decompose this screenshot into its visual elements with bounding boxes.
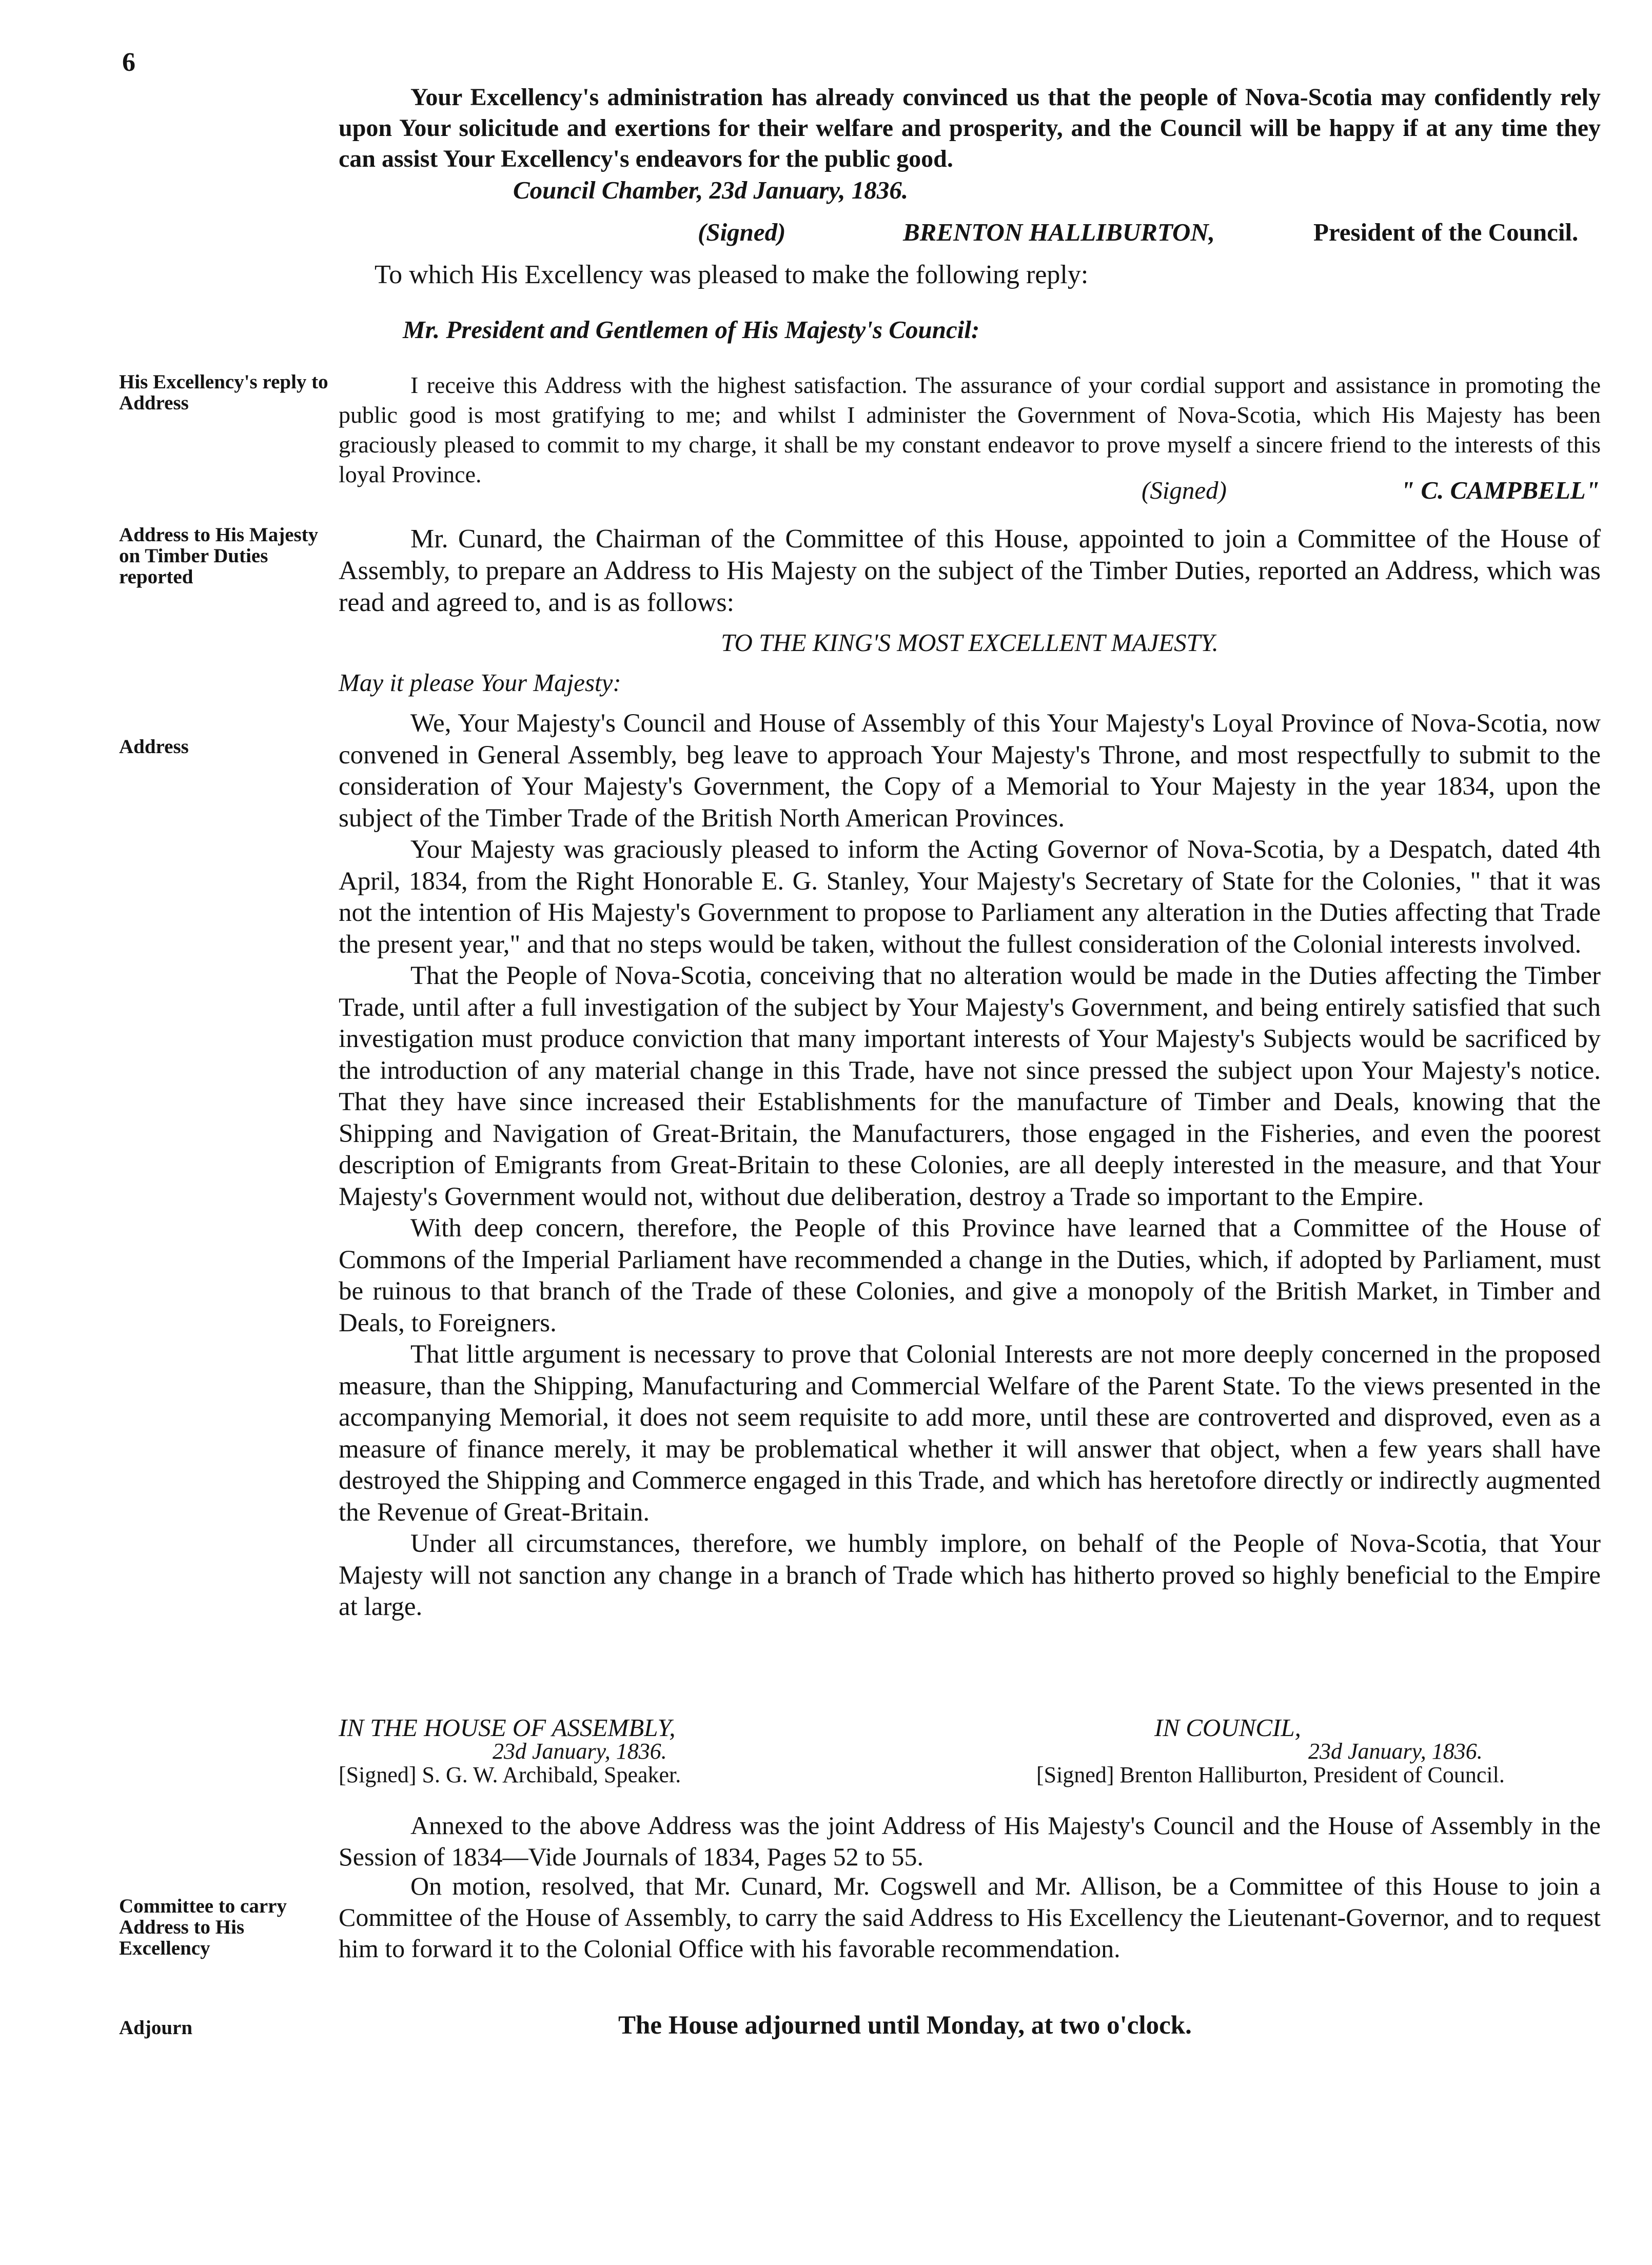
address-paragraph: Your Majesty was graciously pleased to inform the Acting Governor of Nova-Scotia, by a Despatch, dated 4th April, 1834, from the Right Honorable E. G. Stanley, Your Majesty's Secretary of State for the Colonies, " that it was not the intention of His Majesty's Government to propose to Parliament any alteration in the Duties affecting that Trade the present year," and that no steps would be taken, without the fullest consideration of the Colonial interests involved. [339, 835, 1601, 959]
reply-intro: To which His Excellency was pleased to make the following reply: [375, 260, 1089, 289]
council-signed-title: President of the Council. [1313, 218, 1579, 246]
council-reply-intro: Your Excellency's administration has already convinced us that the people of Nova-Scotia may confidently rely upon Your solicitude and exertions for their welfare and prosperity, and the Council will be happy if at any time they can assist Your Excellency's endeavors for the public good. [339, 84, 1601, 172]
reply-signed-name: " C. CAMPBELL" [1401, 476, 1600, 504]
reply-body: I receive this Address with the highest satisfaction. The assurance of your cordial support and assistance in promoting the public good is most gratifying to me; and whilst I administer the Government of Nova-Scotia, which His Majesty has been graciously pleased to commit to my charge, it shall be my constant endeavor to prove myself a sincere friend to the interests of this loyal Province. [339, 372, 1601, 487]
assembly-head: IN THE HOUSE OF ASSEMBLY, [339, 1713, 676, 1742]
address-paragraph: That the People of Nova-Scotia, conceiving that no alteration would be made in the Duties affecting the Timber Trade, until after a full investigation of the subject by Your Majesty's Government, and being entirely satisfied that such investigation must produce conviction that many important interests of Your Majesty's Subjects would be sacrificed by the introduction of any material change in this Trade, have not since pressed the subject upon Your Majesty's notice. That they have since increased their Establishments for the manufacture of Timber and Deals, knowing that the Shipping and Navigation of Great-Britain, the Manufacturers, those engaged in the Fisheries, and even the poorest description of Emigrants from Great-Britain to these Colonies, are all deeply interested in the measure, and that Your Majesty's Government would not, without due deliberation, destroy a Trade so important to the Empire. [339, 961, 1601, 1211]
margin-note-adjourn: Adjourn [119, 2017, 193, 2039]
council-dateline: Council Chamber, 23d January, 1836. [513, 176, 909, 204]
address-heading: TO THE KING'S MOST EXCELLENT MAJESTY. [721, 628, 1218, 657]
address-salutation: May it please Your Majesty: [339, 668, 621, 697]
council-signed-label: (Signed) [698, 218, 786, 246]
council-date: 23d January, 1836. [1308, 1739, 1483, 1764]
address-paragraph: That little argument is necessary to prove that Colonial Interests are not more deeply concerned in the proposed measure, than the Shipping, Manufacturing and Commercial Welfare of the Parent State. To the views presented in the accompanying Memorial, it does not seem requisite to add more, until these are controverted and disproved, even as a measure of finance merely, it may be problematical whether it will answer that object, when a few years shall have destroyed the Shipping and Commerce engaged in this Trade, and which has heretofore directly or indirectly augmented the Revenue of Great-Britain. [339, 1340, 1601, 1527]
address-paragraph: Under all circumstances, therefore, we humbly implore, on behalf of the People of Nova-Scotia, that Your Majesty will not sanction any change in a branch of Trade which has hitherto proved so highly beneficial to the Empire at large. [339, 1529, 1601, 1621]
timber-report: Mr. Cunard, the Chairman of the Committee of this House, appointed to join a Committee of the House of Assembly, to prepare an Address to His Majesty on the subject of the Timber Duties, reported an Address, which was read and agreed to, and is as follows: [339, 524, 1601, 617]
margin-note-address: Address [119, 736, 189, 758]
page-number: 6 [122, 48, 135, 77]
address-body [339, 708, 1601, 1623]
address-paragraph: With deep concern, therefore, the People of this Province have learned that a Committee of the House of Commons of the Imperial Parliament have recommended a change in the Duties, which, if adopted by Parliament, must be ruinous to that branch of the Trade of these Colonies, and give a monopoly of the British Market, in Timber and Deals, to Foreigners. [339, 1214, 1601, 1337]
council-signed-name: BRENTON HALLIBURTON, [903, 218, 1215, 246]
reply-signed-label: (Signed) [1142, 476, 1227, 504]
assembly-date: 23d January, 1836. [493, 1739, 667, 1764]
reply-salutation: Mr. President and Gentlemen of His Majesty's Council: [403, 316, 980, 344]
council-signed: [Signed] Brenton Halliburton, President of Council. [1036, 1762, 1505, 1787]
council-head: IN COUNCIL, [1154, 1713, 1301, 1742]
council-signature-right [1036, 1713, 1505, 1787]
margin-note-timber: Address to His Majesty on Timber Duties reported [119, 524, 319, 588]
margin-note-committee: Committee to carry Address to His Excellency [119, 1895, 287, 1959]
committee-motion: On motion, resolved, that Mr. Cunard, Mr. Cogswell and Mr. Allison, be a Committee of this House to join a Committee of the House of Assembly, to carry the said Address to His Excellency the Lieutenant-Governor, and to request him to forward it to the Colonial Office with his favorable recommendation. [339, 1872, 1601, 1963]
assembly-signature-left [339, 1713, 681, 1787]
margin-note-reply: His Excellency's reply to Address [119, 371, 328, 414]
annexed-note: Annexed to the above Address was the joint Address of His Majesty's Council and the House of Assembly in the Session of 1834—Vide Journals of 1834, Pages 52 to 55. [339, 1811, 1601, 1871]
adjourn-text: The House adjourned until Monday, at two o'clock. [618, 2011, 1192, 2040]
address-paragraph: We, Your Majesty's Council and House of Assembly of this Your Majesty's Loyal Province of Nova-Scotia, now convened in General Assembly, beg leave to approach Your Majesty's Throne, and most respectfully to submit to the consideration of Your Majesty's Government, the Copy of a Memorial to Your Majesty in the year 1834, upon the subject of the Timber Trade of the British North American Provinces. [339, 709, 1601, 833]
assembly-signed: [Signed] S. G. W. Archibald, Speaker. [339, 1762, 681, 1787]
